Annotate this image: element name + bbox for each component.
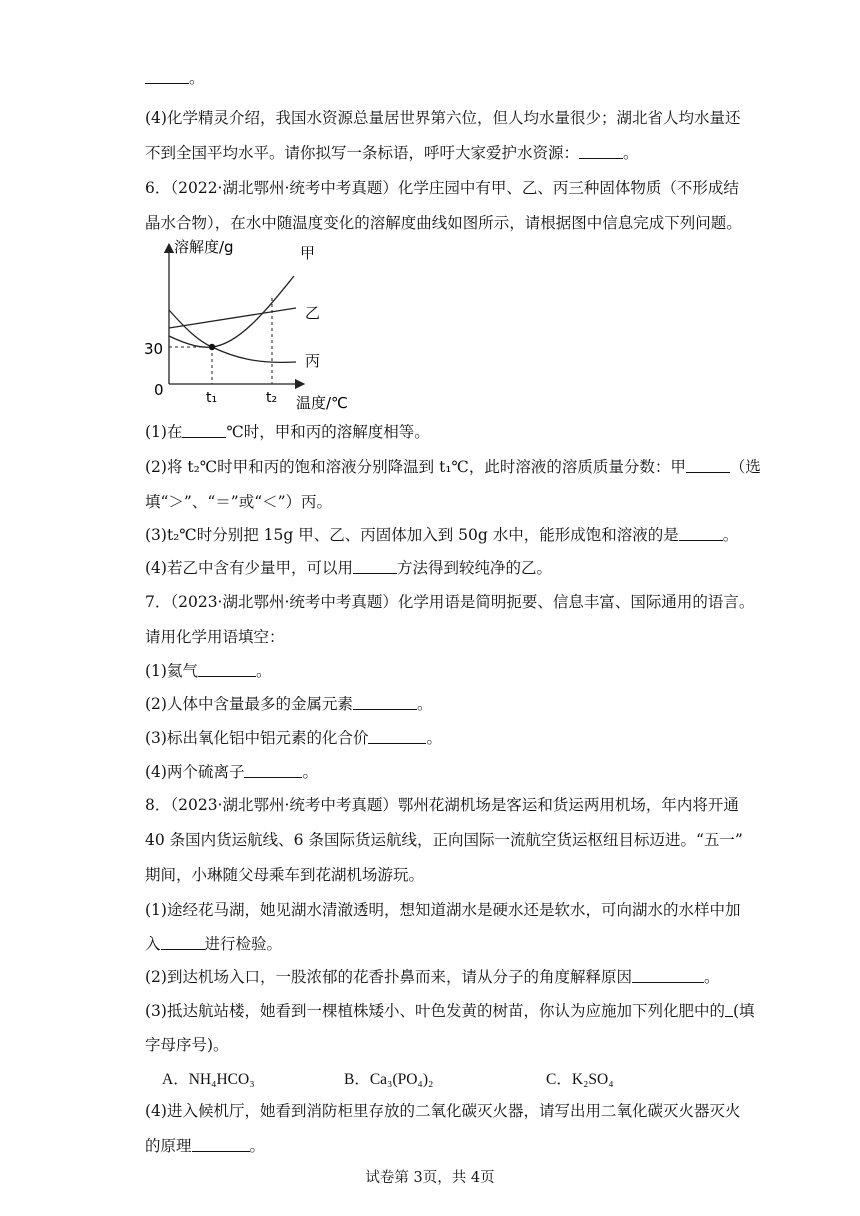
answer-blank[interactable] — [725, 1001, 733, 1017]
question-7-stem-2: 请用化学用语填空： — [145, 628, 285, 646]
question-6-1: (1)在 ℃时，甲和丙的溶解度相等。 — [145, 423, 430, 441]
legend-label-jia: 甲 — [300, 244, 316, 262]
answer-blank[interactable] — [679, 525, 723, 541]
legend-label-yi: 乙 — [305, 304, 321, 322]
question-8-3-cont: 字母序号)。 — [145, 1036, 229, 1054]
question-8-stem-2: 40 条国内货运航线、6 条国际货运航线，正向国际一流航空货运枢纽目标迈进。“五一” — [145, 831, 743, 849]
question-8-stem: 8．（2023·湖北鄂州·统考中考真题）鄂州花湖机场是客运和货运两用机场，年内将开通 — [145, 796, 739, 814]
option-b[interactable]: B．Ca₃(PO₄)₂ — [344, 1071, 434, 1088]
answer-blank[interactable] — [161, 934, 205, 950]
answer-blank[interactable] — [182, 422, 226, 438]
option-c[interactable]: C．K₂SO₄ — [546, 1071, 614, 1088]
page-footer: 试卷第 3页，共 4页 — [365, 1170, 495, 1186]
answer-blank[interactable] — [353, 558, 397, 574]
answer-blank[interactable] — [632, 967, 704, 983]
option-a[interactable]: A．NH₄HCO₃ — [162, 1071, 255, 1088]
series-line-yi — [169, 308, 296, 328]
answer-blank[interactable] — [244, 762, 302, 778]
intersection-point — [209, 344, 215, 350]
question-8-4: (4)进入候机厅，她看到消防柜里存放的二氧化碳灭火器，请写出用二氧化碳灭火器灭火 — [145, 1102, 741, 1120]
answer-blank[interactable] — [145, 68, 189, 84]
solubility-chart — [140, 238, 360, 416]
question-5-4-text: (4)化学精灵介绍，我国水资源总量居世界第六位，但人均水量很少；湖北省人均水量还 — [145, 109, 741, 127]
question-8-1: (1)途经花马湖，她见湖水清澈透明，想知道湖水是硬水还是软水，可向湖水的水样中加 — [145, 901, 741, 919]
answer-line: 。 — [145, 68, 725, 88]
answer-blank[interactable] — [368, 728, 426, 744]
x-tick-t2: t₂ — [266, 390, 278, 406]
question-6-2-cont: 填“＞”、“＝”或“＜”）丙。 — [145, 493, 333, 511]
question-6-3: (3)t₂℃时分别把 15g 甲、乙、丙固体加入到 50g 水中，能形成饱和溶液的是 。 — [145, 526, 739, 544]
y-axis-label: 溶解度/g — [174, 238, 234, 256]
question-7-1: (1)氦气 。 — [145, 662, 272, 680]
question-8-stem-3: 期间，小琳随父母乘车到花湖机场游玩。 — [145, 866, 425, 884]
question-8-2: (2)到达机场入口，一股浓郁的花香扑鼻而来，请从分子的角度解释原因 。 — [145, 968, 720, 986]
answer-blank[interactable] — [686, 457, 730, 473]
question-6-stem-2: 晶水合物），在水中随温度变化的溶解度曲线如图所示，请根据图中信息完成下列问题。 — [145, 214, 742, 232]
legend-label-bing: 丙 — [305, 352, 321, 370]
question-7-stem: 7．（2023·湖北鄂州·统考中考真题）化学用语是简明扼要、信息丰富、国际通用的语言。 — [145, 593, 755, 611]
question-7-3: (3)标出氧化铝中铝元素的化合价 。 — [145, 729, 442, 747]
question-8-1-cont: 入 进行检验。 — [145, 935, 283, 953]
x-axis-label: 温度/℃ — [296, 394, 348, 412]
question-7-4: (4)两个硫离子 。 — [145, 763, 318, 781]
question-7-2: (2)人体中含量最多的金属元素 。 — [145, 695, 433, 713]
answer-blank[interactable] — [353, 694, 417, 710]
answer-blank[interactable] — [192, 1136, 250, 1152]
y-tick-30: 30 — [144, 340, 164, 358]
x-tick-t1: t₁ — [206, 390, 218, 406]
question-8-4-cont: 的原理 。 — [145, 1137, 266, 1155]
question-6-stem: 6．（2022·湖北鄂州·统考中考真题）化学庄园中有甲、乙、丙三种固体物质（不形成结 — [145, 179, 739, 197]
answer-blank[interactable] — [198, 661, 256, 677]
question-8-3: (3)抵达航站楼，她看到一棵植株矮小、叶色发黄的树苗，你认为应施加下列化肥中的 (填 — [145, 1002, 755, 1020]
answer-blank[interactable] — [579, 143, 623, 159]
question-6-4: (4)若乙中含有少量甲，可以用 方法得到较纯净的乙。 — [145, 559, 552, 577]
question-5-4-text-2: 不到全国平均水平。请你拟写一条标语，呼吁大家爱护水资源： 。 — [145, 144, 639, 162]
question-6-2: (2)将 t₂℃时甲和丙的饱和溶液分别降温到 t₁℃，此时溶液的溶质质量分数：甲 （选 — [145, 458, 761, 476]
origin-label: 0 — [154, 381, 164, 399]
